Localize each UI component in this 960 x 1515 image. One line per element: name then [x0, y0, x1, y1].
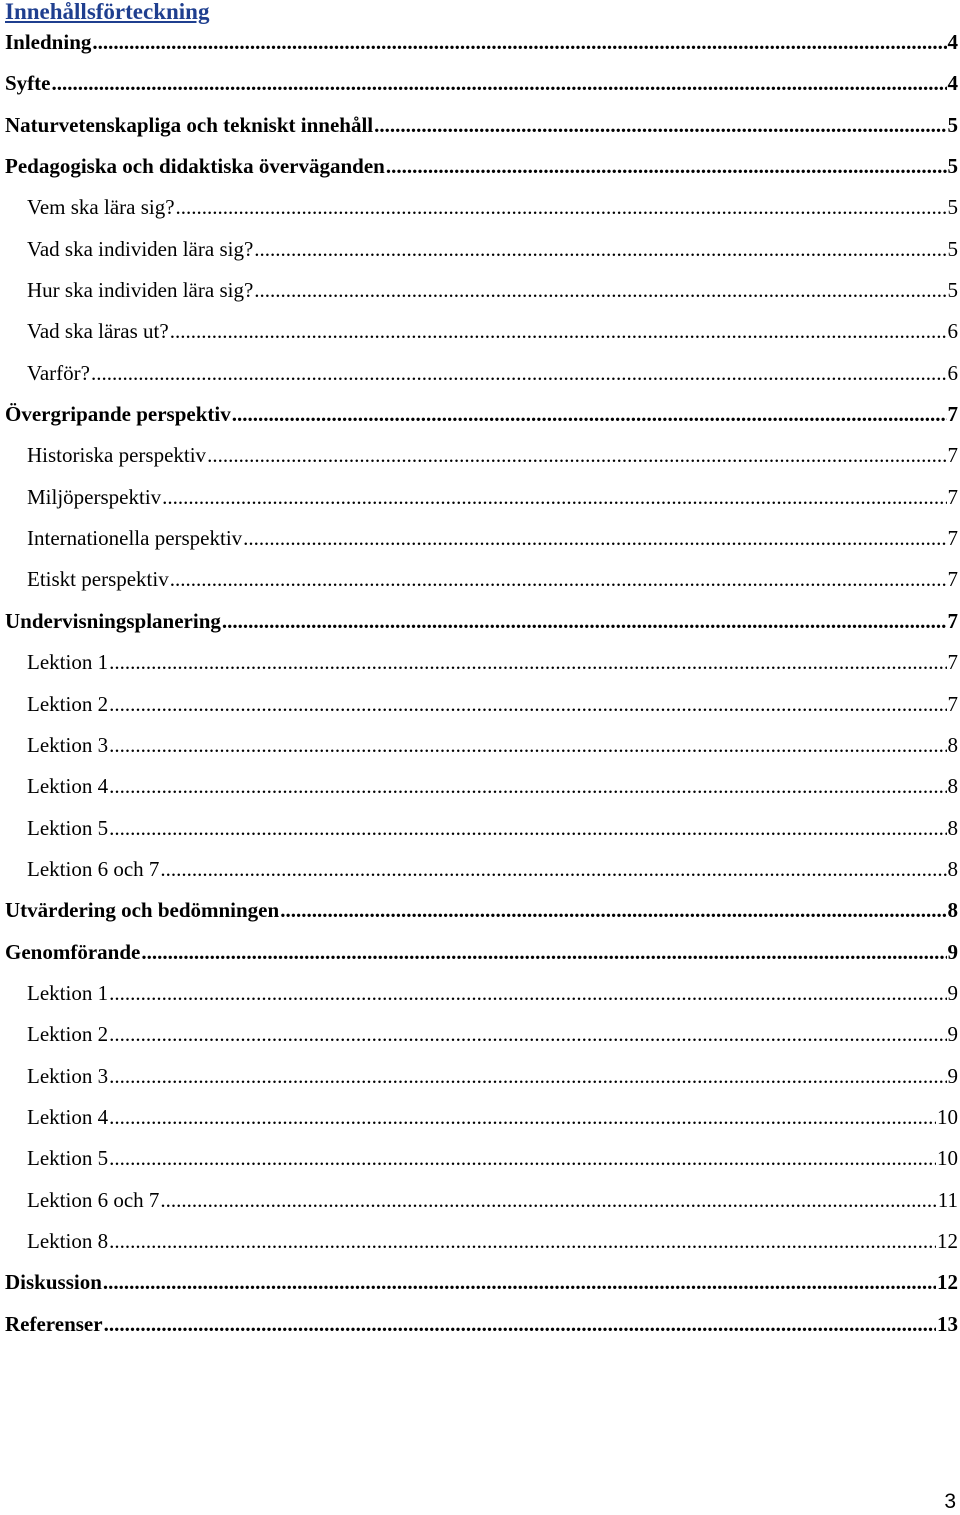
dot-leader [254, 229, 946, 270]
toc-entry-page: 5 [947, 112, 958, 137]
toc-entry-title: Diskussion [5, 1270, 102, 1295]
toc-entry-page: 7 [947, 691, 958, 716]
toc-entry-title: Lektion 4 [27, 774, 109, 799]
toc-entry-title: Syfte [5, 71, 51, 96]
toc-list [5, 22, 958, 1345]
toc-entry-page: 7 [947, 402, 958, 427]
toc-entry[interactable] [5, 229, 958, 270]
toc-entry[interactable] [5, 435, 958, 476]
toc-entry[interactable] [5, 973, 958, 1014]
toc-entry[interactable] [5, 1262, 958, 1303]
toc-entry-page: 7 [947, 484, 958, 509]
toc-entry[interactable] [5, 394, 958, 435]
toc-entry-page: 4 [947, 30, 958, 54]
toc-entry[interactable] [5, 808, 958, 849]
toc-entry-title: Referenser [5, 1311, 103, 1336]
dot-leader [170, 559, 947, 600]
toc-entry-page: 7 [947, 650, 958, 675]
toc-entry[interactable] [5, 601, 958, 642]
toc-entry[interactable] [5, 63, 958, 104]
toc-entry-title: Historiska perspektiv [27, 443, 207, 468]
toc-entry[interactable] [5, 890, 958, 931]
toc-entry[interactable] [5, 559, 958, 600]
dot-leader [109, 766, 946, 807]
toc-entry-title: Lektion 1 [27, 980, 109, 1005]
toc-entry-page: 11 [937, 1187, 958, 1212]
dot-leader [162, 477, 946, 518]
toc-entry[interactable] [5, 270, 958, 311]
dot-leader [109, 1138, 936, 1179]
dot-leader [103, 1262, 936, 1303]
toc-entry[interactable] [5, 1304, 958, 1345]
dot-leader [254, 270, 946, 311]
toc-entry[interactable] [5, 105, 958, 146]
toc-entry[interactable] [5, 642, 958, 683]
toc-entry-title: Lektion 2 [27, 691, 109, 716]
toc-entry-page: 8 [947, 856, 958, 881]
dot-leader [109, 642, 946, 683]
toc-entry[interactable] [5, 932, 958, 973]
dot-leader [109, 1056, 946, 1097]
page-number: 3 [944, 1490, 956, 1513]
toc-entry[interactable] [5, 518, 958, 559]
toc-entry-page: 7 [947, 526, 958, 551]
toc-entry-title: Lektion 1 [27, 650, 109, 675]
dot-leader [160, 1180, 936, 1221]
toc-entry-page: 7 [947, 443, 958, 468]
dot-leader [104, 1304, 936, 1345]
toc-entry[interactable] [5, 725, 958, 766]
toc-entry-title: Vad ska individen lära sig? [27, 236, 254, 261]
toc-entry[interactable] [5, 311, 958, 352]
toc-entry[interactable] [5, 1056, 958, 1097]
toc-entry-title: Utvärdering och bedömningen [5, 898, 280, 923]
toc-entry-title: Lektion 3 [27, 732, 109, 757]
toc-entry-page: 13 [937, 1311, 958, 1336]
toc-entry[interactable] [5, 22, 958, 63]
toc-entry-page: 7 [947, 567, 958, 592]
toc-entry-page: 6 [947, 360, 958, 385]
dot-leader [109, 973, 946, 1014]
toc-entry-title: Övergripande perspektiv [5, 402, 231, 427]
dot-leader [243, 518, 946, 559]
dot-leader [222, 601, 947, 642]
toc-entry[interactable] [5, 766, 958, 807]
toc-entry-page: 9 [947, 1022, 958, 1047]
toc-entry-title: Inledning [5, 30, 92, 54]
dot-leader [109, 1014, 946, 1055]
dot-leader [52, 63, 947, 104]
dot-leader [176, 187, 947, 228]
toc-entry-page: 9 [947, 1063, 958, 1088]
toc-entry[interactable] [5, 849, 958, 890]
toc-entry-title: Lektion 6 och 7 [27, 1187, 160, 1212]
dot-leader [109, 1097, 936, 1138]
toc-entry-page: 8 [947, 774, 958, 799]
toc-entry-title: Varför? [27, 360, 90, 385]
dot-leader [170, 311, 947, 352]
dot-leader [109, 684, 946, 725]
dot-leader [141, 932, 946, 973]
toc-entry-page: 8 [947, 732, 958, 757]
dot-leader [374, 105, 946, 146]
toc-entry-title: Hur ska individen lära sig? [27, 278, 254, 303]
toc-entry-title: Vad ska läras ut? [27, 319, 169, 344]
dot-leader [207, 435, 946, 476]
toc-entry[interactable] [5, 1138, 958, 1179]
toc-entry[interactable] [5, 1097, 958, 1138]
dot-leader [92, 22, 946, 63]
dot-leader [109, 725, 946, 766]
toc-entry-page: 10 [937, 1146, 958, 1171]
toc-entry-page: 8 [947, 815, 958, 840]
toc-entry-title: Lektion 4 [27, 1104, 109, 1129]
toc-entry-page: 4 [947, 71, 958, 96]
toc-entry-title: Lektion 5 [27, 815, 109, 840]
toc-entry-title: Internationella perspektiv [27, 526, 243, 551]
toc-entry-page: 9 [947, 939, 958, 964]
toc-entry-title: Lektion 6 och 7 [27, 856, 160, 881]
dot-leader [386, 146, 947, 187]
toc-entry-page: 7 [947, 608, 958, 633]
toc-entry[interactable] [5, 1014, 958, 1055]
toc-entry-page: 6 [947, 319, 958, 344]
toc-entry[interactable] [5, 1221, 958, 1262]
toc-entry-title: Undervisningsplanering [5, 608, 221, 633]
toc-entry-page: 5 [947, 278, 958, 303]
dot-leader [160, 849, 946, 890]
toc-entry-title: Etiskt perspektiv [27, 567, 169, 592]
toc-heading: Innehållsförteckning [5, 0, 210, 24]
dot-leader [91, 353, 947, 394]
toc-entry-title: Miljöperspektiv [27, 484, 162, 509]
toc-entry-page: 5 [947, 236, 958, 261]
toc-entry[interactable] [5, 353, 958, 394]
toc-entry-title: Lektion 5 [27, 1146, 109, 1171]
toc-entry-title: Lektion 8 [27, 1228, 109, 1253]
dot-leader [109, 1221, 936, 1262]
toc-entry[interactable] [5, 187, 958, 228]
toc-entry-title: Pedagogiska och didaktiska överväganden [5, 154, 385, 179]
toc-entry-title: Vem ska lära sig? [27, 195, 175, 220]
toc-entry-page: 5 [947, 154, 958, 179]
toc-entry[interactable] [5, 146, 958, 187]
toc-entry-title: Lektion 3 [27, 1063, 109, 1088]
toc-entry-page: 12 [937, 1228, 958, 1253]
dot-leader [232, 394, 947, 435]
toc-entry[interactable] [5, 477, 958, 518]
toc-entry-title: Genomförande [5, 939, 141, 964]
toc-entry-page: 10 [937, 1104, 958, 1129]
toc-entry-title: Naturvetenskapliga och tekniskt innehåll [5, 112, 374, 137]
toc-entry-page: 12 [937, 1270, 958, 1295]
toc-entry[interactable] [5, 1180, 958, 1221]
toc-entry-title: Lektion 2 [27, 1022, 109, 1047]
toc-entry-page: 5 [947, 195, 958, 220]
dot-leader [109, 808, 946, 849]
toc-entry-page: 9 [947, 980, 958, 1005]
dot-leader [280, 890, 946, 931]
toc-entry-page: 8 [947, 898, 958, 923]
toc-entry[interactable] [5, 684, 958, 725]
